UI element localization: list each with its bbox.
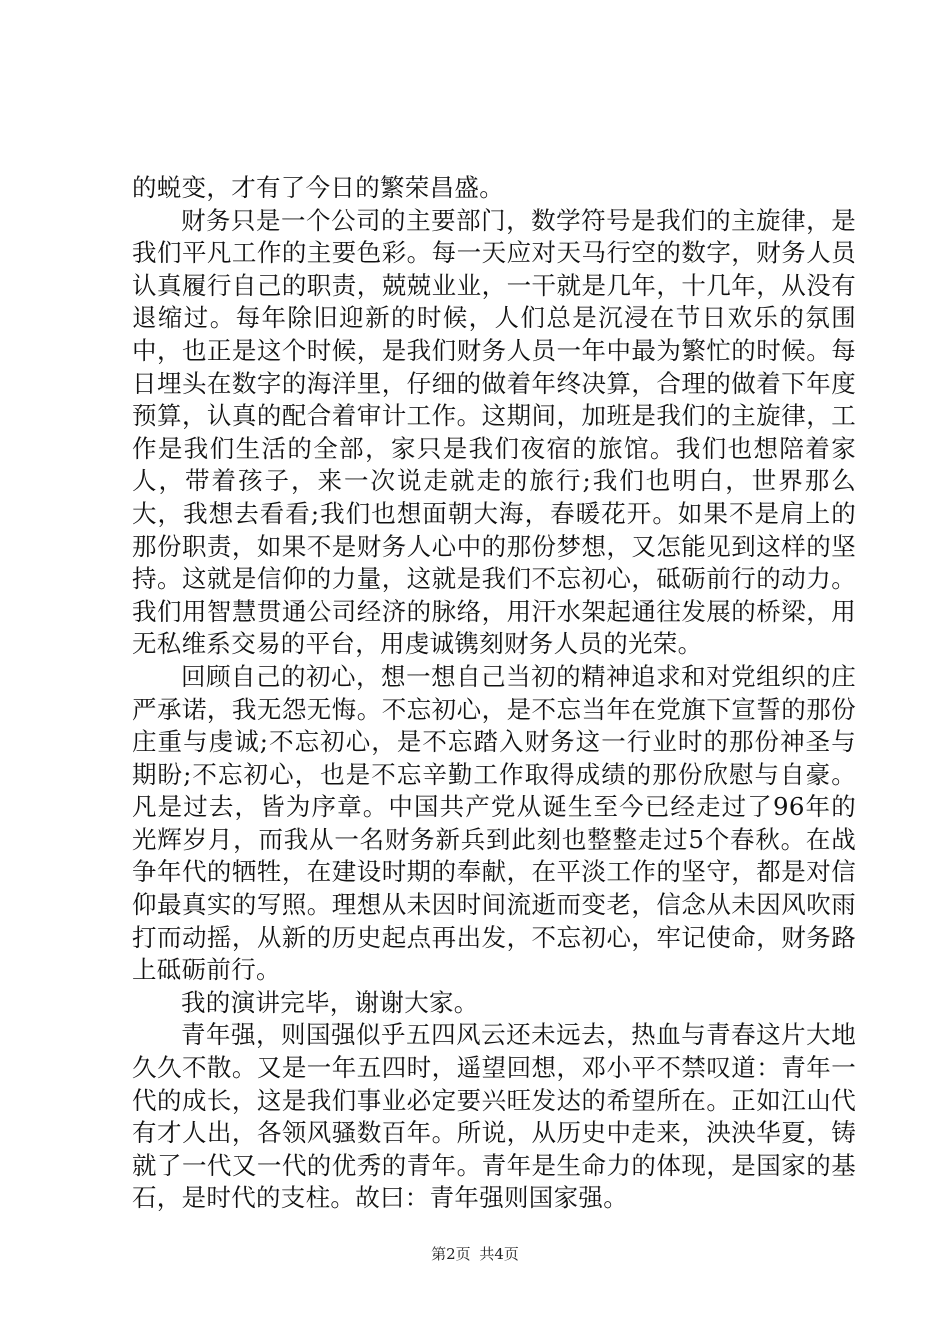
document-body bbox=[132, 172, 856, 1215]
paragraph-2: 财务只是一个公司的主要部门，数学符号是我们的主旋律，是我们平凡工作的主要色彩。每一天应对天马行空的数字，财务人员认真履行自己的职责，兢兢业业，一干就是几年，十几年，从没有退缩过。每年除旧迎新的时候，人们总是沉浸在节日欢乐的氛围中，也正是这个时候，是我们财务人员一年中最为繁忙的时候。每日埋头在数字的海洋里，仔细的做着年终决算，合理的做着下年度预算，认真的配合着审计工作。这期间，加班是我们的主旋律，工作是我们生活的全部，家只是我们夜宿的旅馆。我们也想陪着家人，带着孩子，来一次说走就走的旅行;我们也明白，世界那么大，我想去看看;我们也想面朝大海，春暖花开。如果不是肩上的那份职责，如果不是财务人心中的那份梦想，又怎能见到这样的坚持。这就是信仰的力量，这就是我们不忘初心，砥砺前行的动力。我们用智慧贯通公司经济的脉络，用汗水架起通往发展的桥梁，用无私维系交易的平台，用虔诚镌刻财务人员的光荣。 bbox=[132, 205, 856, 659]
page-number: 第2页 bbox=[431, 1245, 471, 1263]
paragraph-3: 回顾自己的初心，想一想自己当初的精神追求和对党组织的庄严承诺，我无怨无悔。不忘初心，是不忘当年在党旗下宣誓的那份庄重与虔诚;不忘初心，是不忘踏入财务这一行业时的那份神圣与期盼;不忘初心，也是不忘辛勤工作取得成绩的那份欣慰与自豪。凡是过去，皆为序章。中国共产党从诞生至今已经走过了96年的光辉岁月，而我从一名财务新兵到此刻也整整走过5个春秋。在战争年代的牺牲，在建设时期的奉献，在平淡工作的坚守，都是对信仰最真实的写照。理想从未因时间流逝而变老，信念从未因风吹雨打而动摇，从新的历史起点再出发，不忘初心，牢记使命，财务路上砥砺前行。 bbox=[132, 661, 856, 985]
page-footer bbox=[0, 1244, 950, 1264]
paragraph-1: 的蜕变，才有了今日的繁荣昌盛。 bbox=[132, 173, 504, 202]
page-total: 共4页 bbox=[479, 1245, 519, 1263]
paragraph-5: 青年强，则国强似乎五四风云还未远去，热血与青春这片大地久久不散。又是一年五四时，遥望回想，邓小平不禁叹道：青年一代的成长，这是我们事业必定要兴旺发达的希望所在。正如江山代有才人出，各领风骚数百年。所说，从历史中走来，泱泱华夏，铸就了一代又一代的优秀的青年。青年是生命力的体现，是国家的基石，是时代的支柱。故曰：青年强则国家强。 bbox=[132, 1020, 856, 1213]
paragraph-4: 我的演讲完毕，谢谢大家。 bbox=[181, 987, 479, 1017]
